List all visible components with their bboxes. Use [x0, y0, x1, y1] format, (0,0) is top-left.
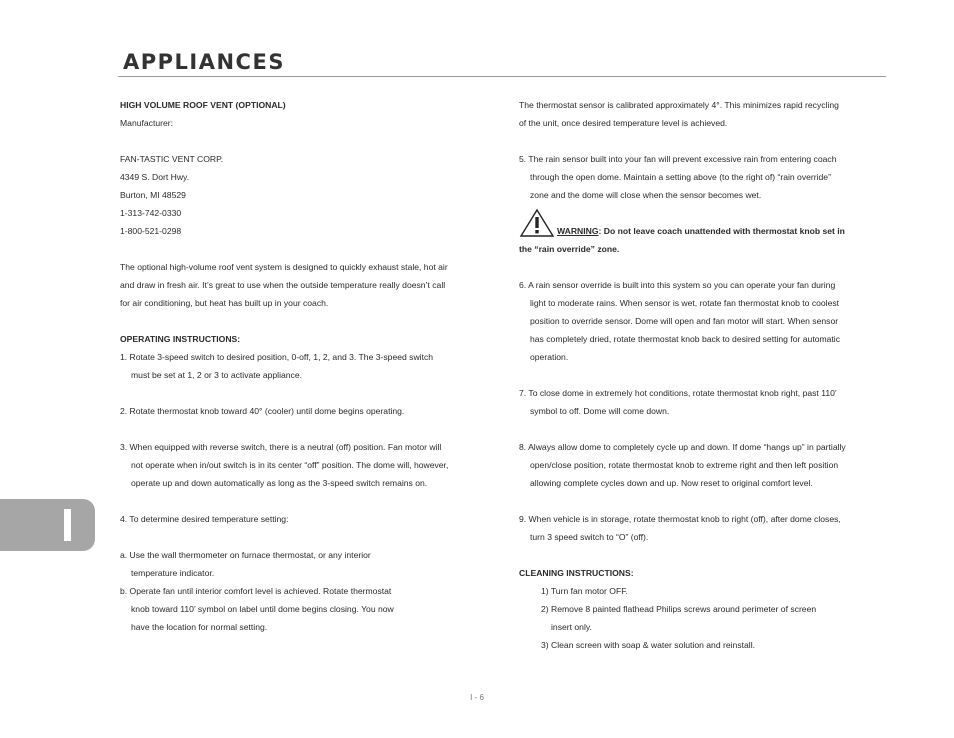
- cleaning-step-cont: insert only.: [551, 622, 592, 632]
- title-rule: [118, 76, 886, 77]
- step-3: 3. When equipped with reverse switch, there is a neutral (off) position. Fan motor will: [120, 442, 442, 452]
- address-line: Burton, MI 48529: [120, 190, 186, 200]
- step-9-cont: turn 3 speed switch to “O” (off).: [530, 532, 649, 542]
- step-9: 9. When vehicle is in storage, rotate thermostat knob to right (off), after dome closes,: [519, 514, 841, 524]
- warning-line: [519, 222, 887, 240]
- warning-triangle-icon: [519, 208, 555, 238]
- step-4: 4. To determine desired temperature setting:: [120, 514, 289, 524]
- step-7: 7. To close dome in extremely hot conditions, rotate thermostat knob right, past 110’: [519, 388, 837, 398]
- intro-line: and draw in fresh air. It’s great to use when the outside temperature really doesn’t call: [120, 280, 446, 290]
- step-6-cont: light to moderate rains. When sensor is wet, rotate fan thermostat knob to coolest: [530, 298, 840, 308]
- step-5: 5. The rain sensor built into your fan will prevent excessive rain from entering coach: [519, 154, 837, 164]
- step-6-cont: position to override sensor. Dome will open and fan motor will start. When sensor: [530, 316, 839, 326]
- step-5-cont: zone and the dome will close when the sensor becomes wet.: [530, 190, 762, 200]
- intro-line: The optional high-volume roof vent system is designed to quickly exhaust stale, hot air: [120, 262, 448, 272]
- address-line: FAN-TASTIC VENT CORP.: [120, 154, 224, 164]
- step-1-cont: must be set at 1, 2 or 3 to activate appliance.: [131, 370, 303, 380]
- step-4b-cont: knob toward 110’ symbol on label until dome begins closing. You now: [131, 604, 394, 614]
- right-column: [519, 96, 887, 654]
- section-heading: HIGH VOLUME ROOF VENT (OPTIONAL): [120, 100, 286, 110]
- address-line: 4349 S. Dort Hwy.: [120, 172, 190, 182]
- section-tab: [0, 499, 95, 551]
- step-8-cont: open/close position, rotate thermostat knob to extreme right and then left position: [530, 460, 839, 470]
- step-3-cont: operate up and down automatically as long as the 3-speed switch remains on.: [131, 478, 428, 488]
- step-4a: a. Use the wall thermometer on furnace thermostat, or any interior: [120, 550, 371, 560]
- cleaning-step: 3) Clean screen with soap & water solution and reinstall.: [541, 640, 756, 650]
- page-number: I - 6: [470, 693, 484, 702]
- page-title: APPLIANCES: [123, 50, 285, 74]
- left-column: [120, 96, 490, 636]
- step-8-cont: allowing complete cycles down and up. Now reset to original comfort level.: [530, 478, 813, 488]
- cleaning-heading: CLEANING INSTRUCTIONS:: [519, 568, 634, 578]
- step-1: 1. Rotate 3-speed switch to desired position, 0-off, 1, 2, and 3. The 3-speed switch: [120, 352, 434, 362]
- step-7-cont: symbol to off. Dome will come down.: [530, 406, 670, 416]
- operating-heading: OPERATING INSTRUCTIONS:: [120, 334, 241, 344]
- cleaning-step: 2) Remove 8 painted flathead Philips screws around perimeter of screen: [541, 604, 817, 614]
- step-4b: b. Operate fan until interior comfort level is achieved. Rotate thermostat: [120, 586, 392, 596]
- manufacturer-label: Manufacturer:: [120, 118, 174, 128]
- cleaning-step: 1) Turn fan motor OFF.: [541, 586, 628, 596]
- step-6-cont: operation.: [530, 352, 569, 362]
- warning-text-cont: the “rain override” zone.: [519, 244, 620, 254]
- warning-label: WARNING: [557, 226, 599, 236]
- sensor-line: of the unit, once desired temperature level is achieved.: [519, 118, 728, 128]
- step-8: 8. Always allow dome to completely cycle up and down. If dome “hangs up” in partially: [519, 442, 846, 452]
- address-line: 1-800-521-0298: [120, 226, 182, 236]
- step-4b-cont: have the location for normal setting.: [131, 622, 268, 632]
- section-tab-mark: [64, 509, 71, 541]
- step-4a-cont: temperature indicator.: [131, 568, 215, 578]
- step-5-cont: through the open dome. Maintain a setting above (to the right of) “rain override”: [530, 172, 831, 182]
- intro-line: for air conditioning, but heat has built up in your coach.: [120, 298, 329, 308]
- warning-text: : Do not leave coach unattended with thermostat knob set in: [598, 226, 845, 236]
- step-6: 6. A rain sensor override is built into this system so you can operate your fan during: [519, 280, 836, 290]
- sensor-line: The thermostat sensor is calibrated approximately 4°. This minimizes rapid recycling: [519, 100, 839, 110]
- step-2: 2. Rotate thermostat knob toward 40° (cooler) until dome begins operating.: [120, 406, 405, 416]
- step-6-cont: has completely dried, rotate thermostat knob back to desired setting for automatic: [530, 334, 841, 344]
- step-3-cont: not operate when in/out switch is in its center “off” position. The dome will, however,: [131, 460, 449, 470]
- address-line: 1-313-742-0330: [120, 208, 182, 218]
